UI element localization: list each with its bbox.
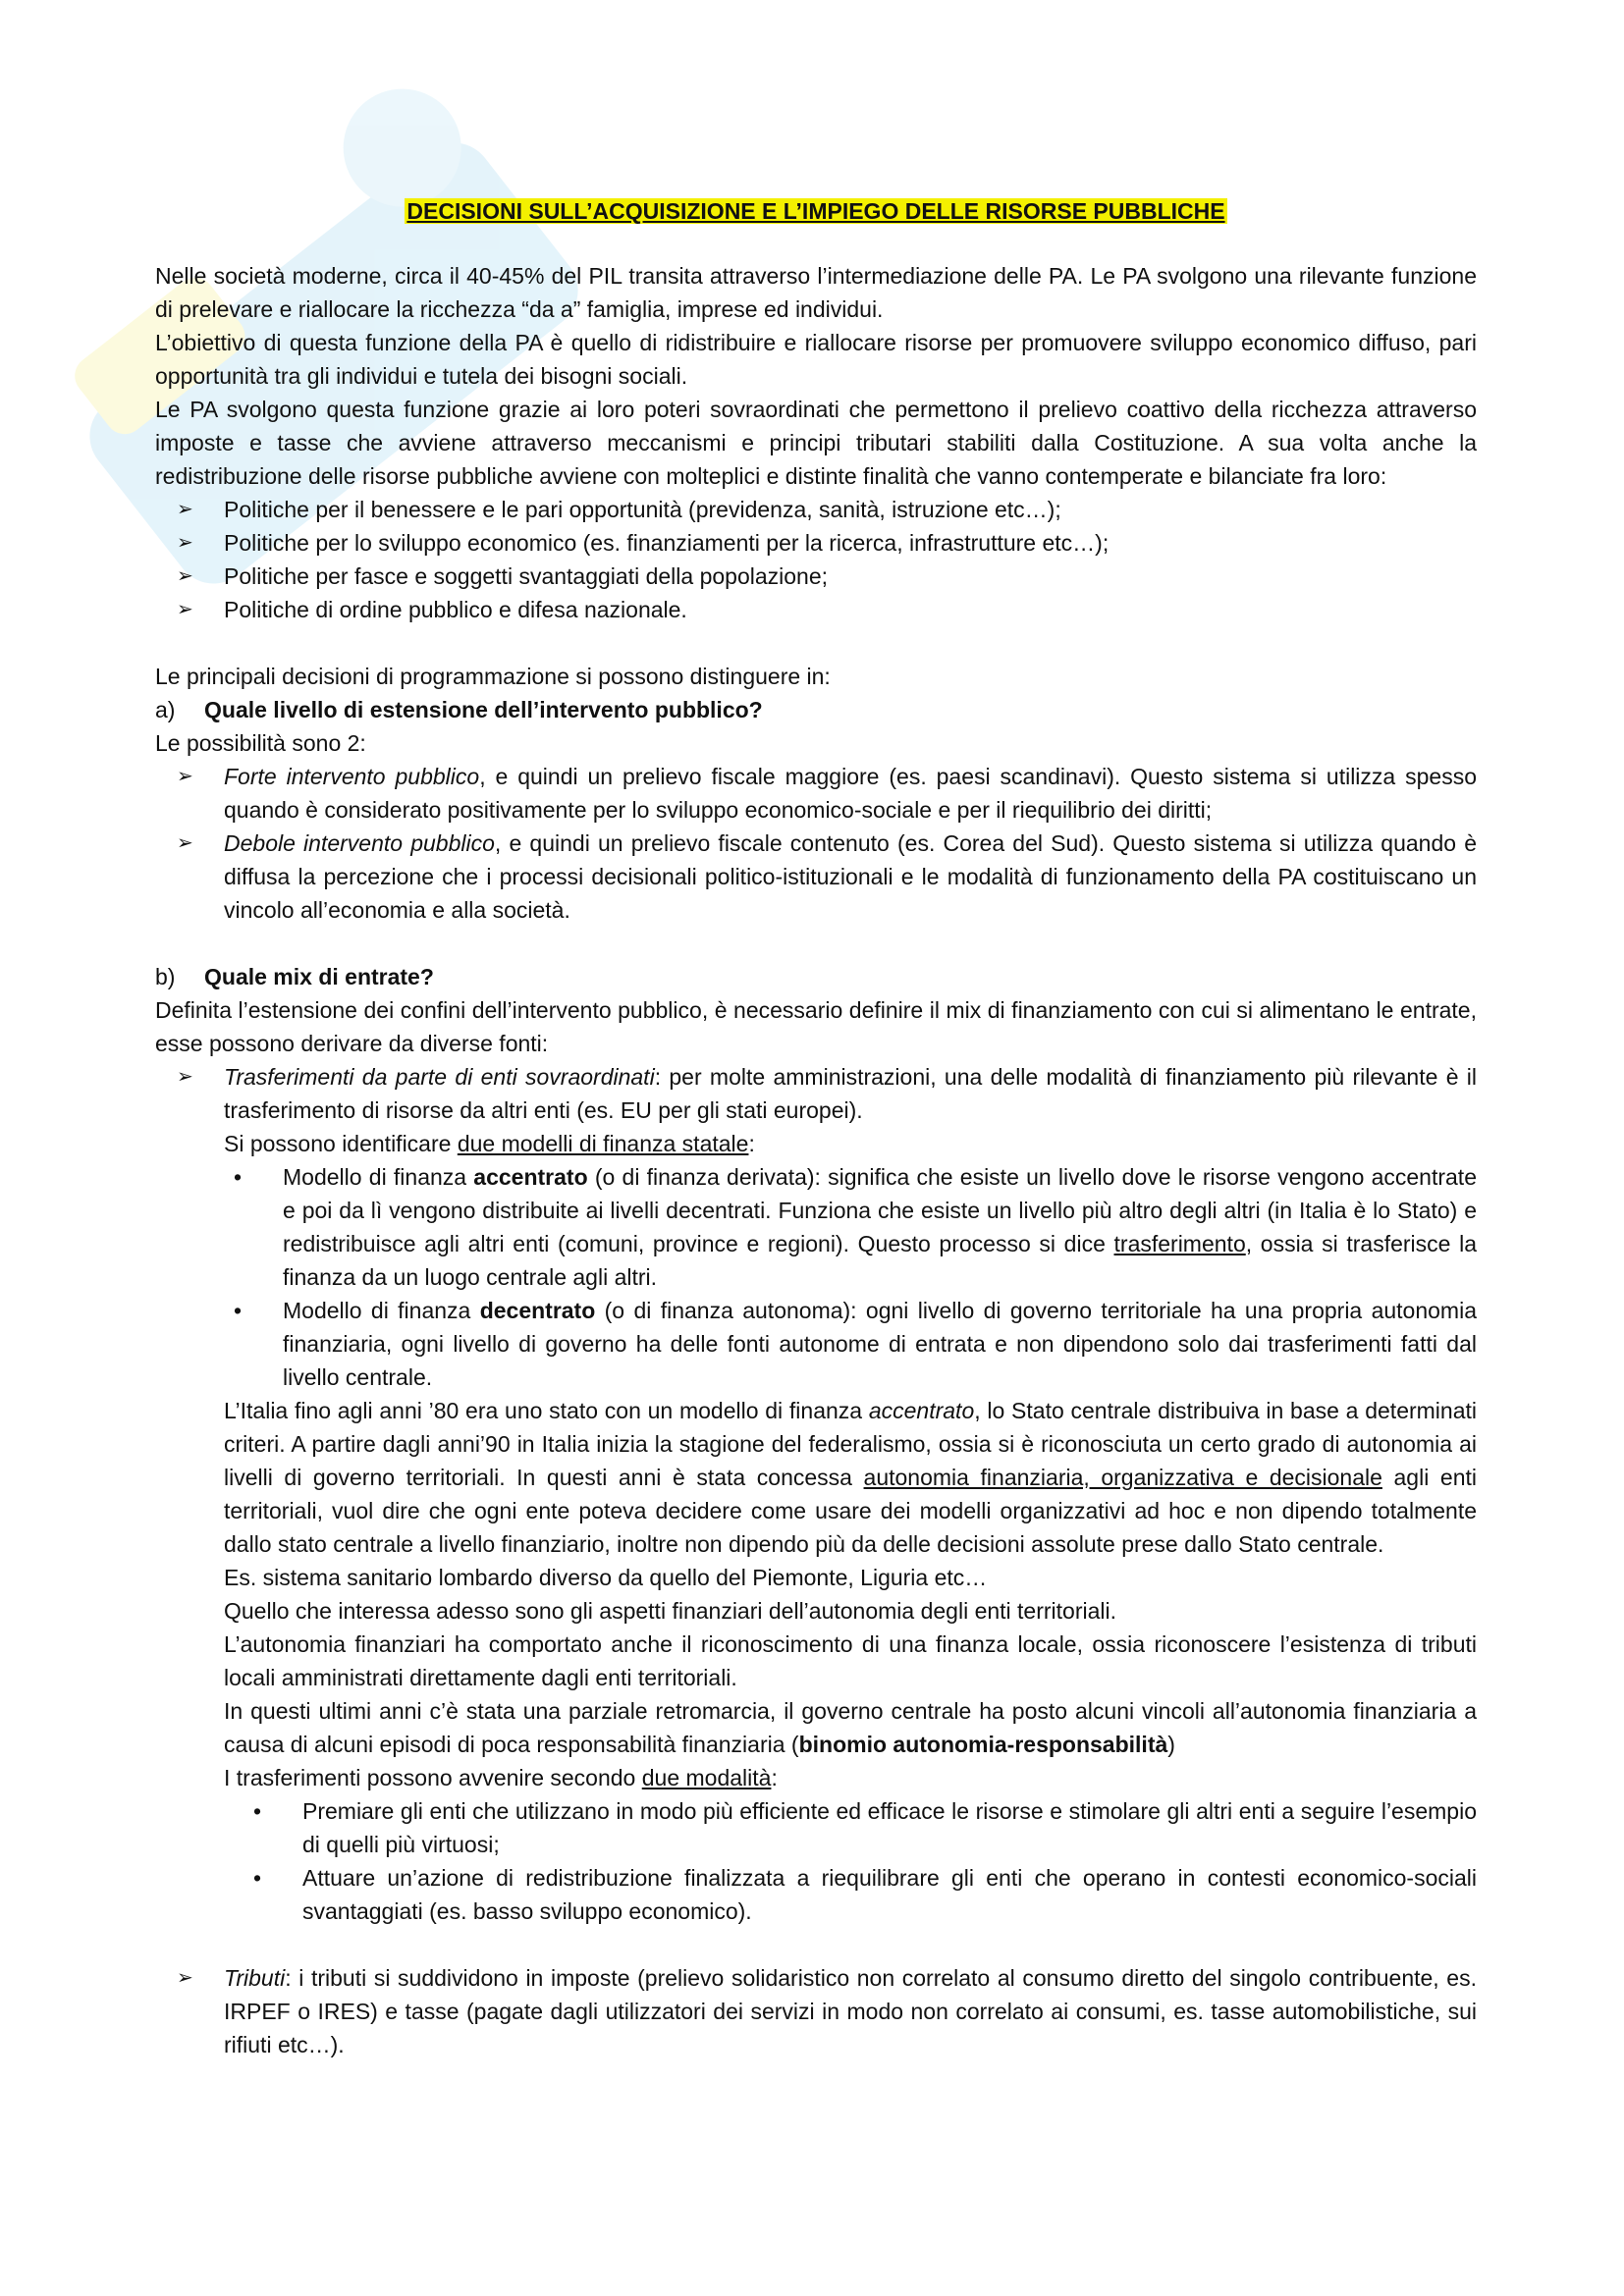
intro-paragraph-2: L’obiettivo di questa funzione della PA è quello di ridistribuire e riallocare risorse per promuovere sviluppo economico diffuso, pari opportunità tra gli individui e tutela dei bisogni sociali. xyxy=(155,330,1477,389)
list-item: ➢ Debole intervento pubblico, e quindi un prelievo fiscale contenuto (es. Corea del Sud). Questo sistema si utilizza quando è diffusa la percezione che i processi decisionali politico-istituzionali e le modalità di funzionamento della PA costituiscano un vincolo all’economia e alla società. xyxy=(155,827,1477,927)
revenue-sources-list xyxy=(155,1060,1477,1928)
finance-models-list xyxy=(224,1160,1477,1394)
bullet-icon: • xyxy=(253,1798,262,1824)
list-item: ➢ Forte intervento pubblico, e quindi un prelievo fiscale maggiore (es. paesi scandinavi). Questo sistema si utilizza spesso quando è considerato positivamente per lo sviluppo economico-sociale e per il riequilibrio dei diritti; xyxy=(155,760,1477,827)
list-item: • Modello di finanza decentrato (o di finanza autonoma): ogni livello di governo territoriale ha una propria autonomia finanziaria, ogni livello di governo ha delle fonti autonome di entrata e non dipendono solo dai trasferimenti fatti dal livello centrale. xyxy=(224,1294,1477,1394)
section-b-lead: Definita l’estensione dei confini dell’intervento pubblico, è necessario definire il mix di finanziamento con cui si alimentano le entrate, esse possono derivare da diverse fonti: xyxy=(155,997,1477,1056)
bullet-icon: • xyxy=(234,1164,243,1190)
arrow-bullet-icon: ➢ xyxy=(177,766,193,787)
list-item: ➢ Politiche per lo sviluppo economico (es. finanziamenti per la ricerca, infrastrutture etc…); xyxy=(155,526,1477,560)
policies-list xyxy=(155,493,1477,626)
arrow-bullet-icon: ➢ xyxy=(177,832,193,854)
arrow-bullet-icon: ➢ xyxy=(177,499,193,520)
intro-paragraph-1: Nelle società moderne, circa il 40-45% del PIL transita attraverso l’intermediazione delle PA. Le PA svolgono una rilevante funzione di prelevare e riallocare la ricchezza “da a” famiglia, imprese ed individui. xyxy=(155,263,1477,322)
taxes-list xyxy=(155,1961,1477,2061)
bullet-icon: • xyxy=(234,1298,243,1323)
list-item: • Attuare un’azione di redistribuzione finalizzata a riequilibrare gli enti che operano in contesti economico-sociali svantaggiati (es. basso sviluppo economico). xyxy=(244,1861,1477,1928)
intro-paragraph-3: Le PA svolgono questa funzione grazie ai loro poteri sovraordinati che permettono il prelievo coattivo della ricchezza attraverso imposte e tasse che avviene attraverso meccanismi e principi tributari stabiliti dalla Costituzione. A sua volta anche la redistribuzione delle risorse pubbliche avviene con molteplici e distinte finalità che vanno contemperate e bilanciate fra loro: xyxy=(155,397,1477,489)
document-title-text: DECISIONI SULL’ACQUISIZIONE E L’IMPIEGO DELLE RISORSE PUBBLICHE xyxy=(406,198,1225,224)
section-a-lead: Le possibilità sono 2: xyxy=(155,730,366,756)
document-page xyxy=(155,194,1477,2061)
list-item: ➢ Trasferimenti da parte di enti sovraordinati: per molte amministrazioni, una delle modalità di finanziamento più rilevante è il trasferimento di risorse da altri enti (es. EU per gli stati europei). Si possono identificare due modelli di finanza statale: • Modello di finanza accentrato (o di finanza derivata): significa che esiste un livello dove le risorse vengono accentrate e poi da lì vengono distribuite ai livelli decentrati. Funziona che esiste un livello più altro degli altri (in Italia è lo Stato) e redistribuisce agli altri enti (comuni, province e regioni). Questo processo si dice trasferimento, ossia si trasferisce la finanza da un luogo centrale agli altri. • Modello di finanza decentrato (o di finanza autonoma): ogni livello di governo territoriale ha una propria autonomia finanziaria, ogni livello di governo ha delle fonti autonome di entrata e non dipendono solo dai trasferimenti fatti dal livello centrale. L’Italia fino agli anni ’80 era uno stato con un modello di finanza accentrato, lo Stato centrale distribuiva in base a determinati criteri. A partire dagli anni’90 in Italia inizia la stagione del federalismo, ossia si è riconosciuta un certo grado di autonomia ai livelli di governo territoriali. In questi anni è stata concessa autonomia finanziaria, organizzativa e decisionale agli enti territoriali, vuol dire che ogni ente poteva decidere come usare dei modelli organizzativi ad hoc e non dipendo totalmente dallo stato centrale a livello finanziario, inoltre non dipendo più da delle decisioni assolute prese dallo Stato centrale. Es. sistema sanitario lombardo diverso da quello del Piemonte, Liguria etc… Quello che interessa adesso sono gli aspetti finanziari dell’autonomia degli enti territoriali. L’autonomia finanziari ha comportato anche il riconoscimento di una finanza locale, ossia riconoscere l’esistenza di tributi locali amministrati direttamente dagli enti territoriali. In questi ultimi anni c’è stata una parziale retromarcia, il governo centrale ha posto alcuni vincoli all’autonomia finanziaria a causa di alcuni episodi di poca responsabilità finanziaria (binomio autonomia-responsabilità) I trasferimenti possono avvenire secondo due modalità: • Premiare gli enti che utilizzano in modo più efficiente ed efficace le risorse e stimolare gli altri enti a seguire l’esempio di quelli più virtuosi; • Attuare un’azione di redistribuzione finalizzata a riequilibrare gli enti che operano in contesti economico-sociali svantaggiati (es. basso sviluppo economico). xyxy=(155,1060,1477,1928)
arrow-bullet-icon: ➢ xyxy=(177,1066,193,1088)
arrow-bullet-icon: ➢ xyxy=(177,565,193,587)
transfer-modes-list xyxy=(224,1794,1477,1928)
arrow-bullet-icon: ➢ xyxy=(177,532,193,554)
bullet-icon: • xyxy=(253,1865,262,1891)
arrow-bullet-icon: ➢ xyxy=(177,599,193,620)
list-item: ➢ Politiche di ordine pubblico e difesa nazionale. xyxy=(155,593,1477,626)
list-item: • Premiare gli enti che utilizzano in modo più efficiente ed efficace le risorse e stimolare gli altri enti a seguire l’esempio di quelli più virtuosi; xyxy=(244,1794,1477,1861)
list-item: ➢ Tributi: i tributi si suddividono in imposte (prelievo solidaristico non correlato al consumo diretto del singolo contribuente, es. IRPEF o IRES) e tasse (pagate dagli utilizzatori dei servizi in modo non correlato ai consumi, es. tasse automobilistiche, sui rifiuti etc…). xyxy=(155,1961,1477,2061)
section-b-heading: b) Quale mix di entrate? xyxy=(155,964,434,989)
document-title xyxy=(155,194,1477,228)
section-a-heading: a) Quale livello di estensione dell’intervento pubblico? xyxy=(155,697,763,722)
arrow-bullet-icon: ➢ xyxy=(177,1967,193,1989)
decisions-intro: Le principali decisioni di programmazione si possono distinguere in: xyxy=(155,664,831,689)
list-item: ➢ Politiche per fasce e soggetti svantaggiati della popolazione; xyxy=(155,560,1477,593)
intervention-list xyxy=(155,760,1477,927)
list-item: ➢ Politiche per il benessere e le pari opportunità (previdenza, sanità, istruzione etc…); xyxy=(155,493,1477,526)
list-item: • Modello di finanza accentrato (o di finanza derivata): significa che esiste un livello dove le risorse vengono accentrate e poi da lì vengono distribuite ai livelli decentrati. Funziona che esiste un livello più altro degli altri (in Italia è lo Stato) e redistribuisce agli altri enti (comuni, province e regioni). Questo processo si dice trasferimento, ossia si trasferisce la finanza da un luogo centrale agli altri. xyxy=(224,1160,1477,1294)
